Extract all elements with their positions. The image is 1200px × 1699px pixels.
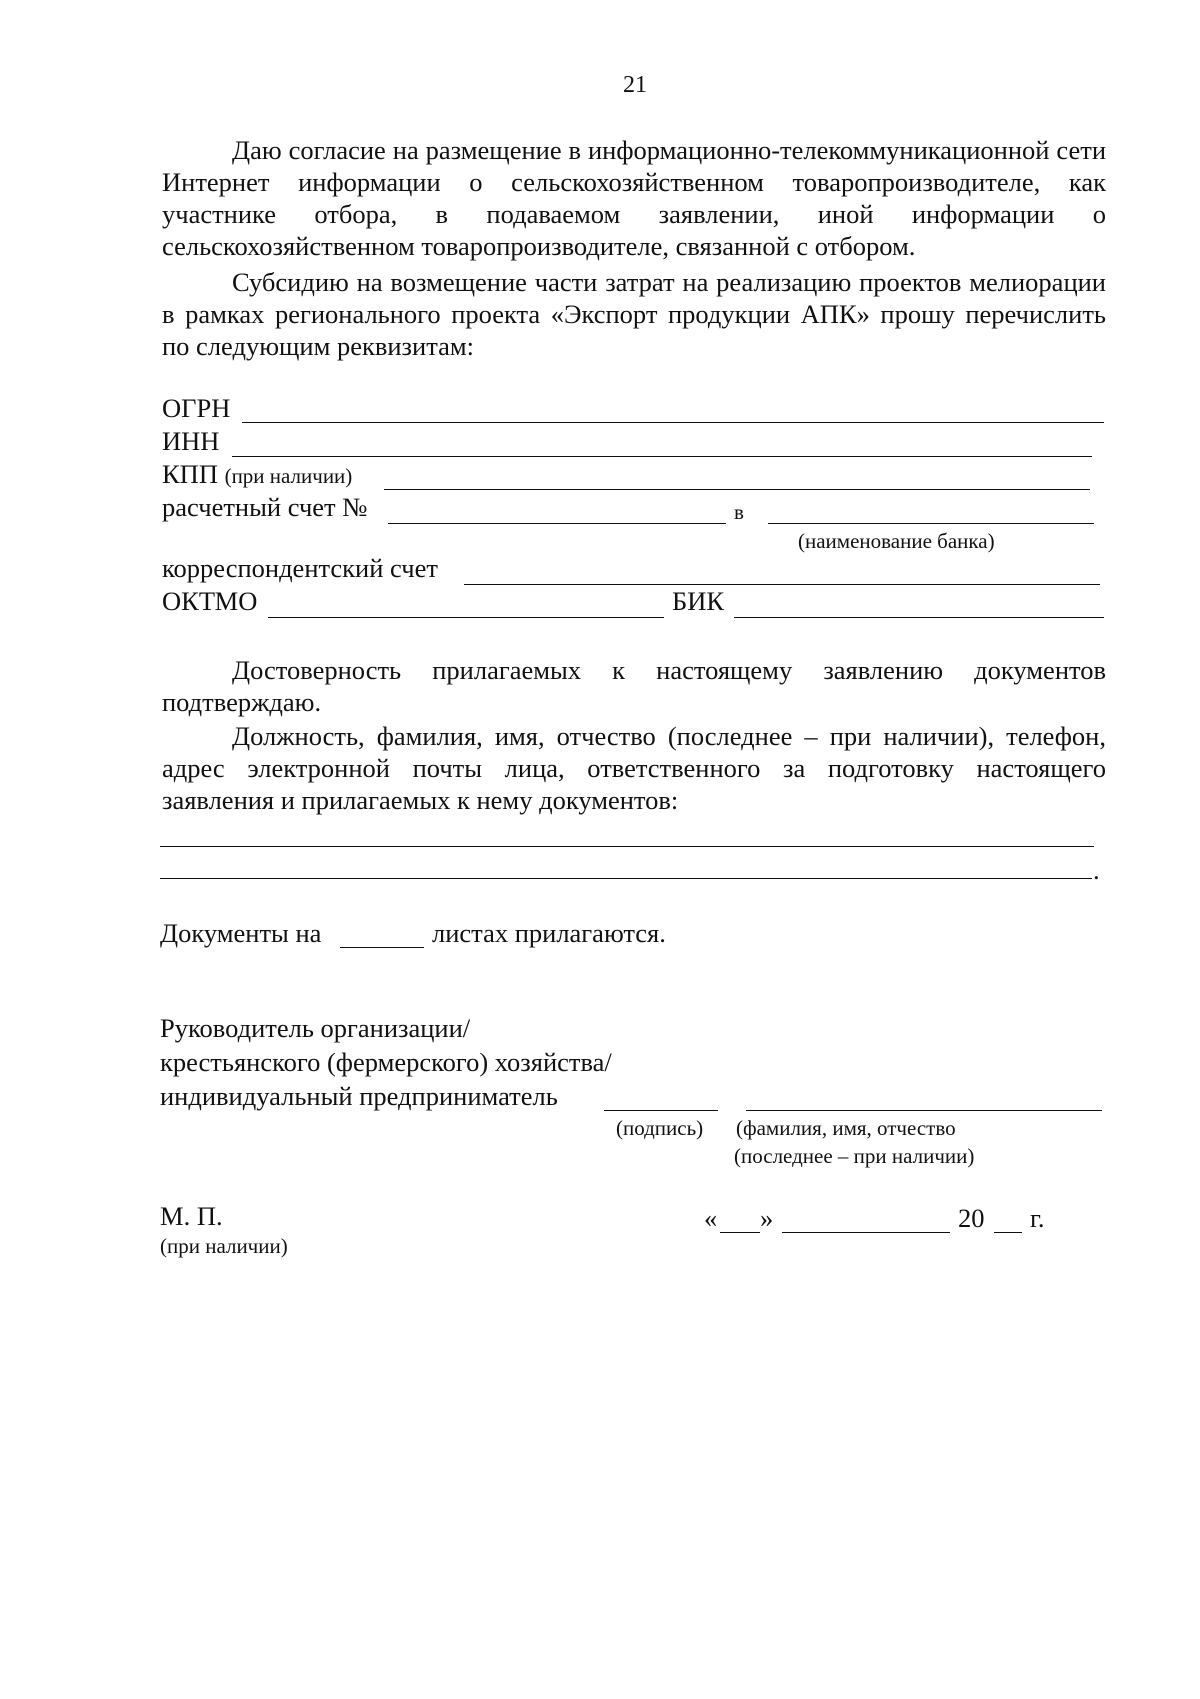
signature-field[interactable]	[604, 1110, 718, 1111]
date-open-quote: «	[704, 1203, 718, 1233]
corr-account-field[interactable]	[464, 584, 1100, 585]
oktmo-field[interactable]	[268, 617, 664, 618]
name-caption-line-1: (фамилия, имя, отчество	[736, 1116, 956, 1140]
consent-paragraph: Даю согласие на размещение в информационно-телекоммуникационной сети Интернет информации о сельскохозяйственном товаропроизводителе, как участнике отбора, в подаваемом заявлении, иной информации о сельскохозяйственном товаропроизводителе, связанной с отбором.	[162, 135, 1106, 261]
kpp-field[interactable]	[384, 489, 1090, 490]
inn-label: ИНН	[162, 426, 220, 456]
documents-suffix: листах прилагаются.	[432, 918, 666, 948]
account-field[interactable]	[388, 523, 726, 524]
reliability-paragraph: Достоверность прилагаемых к настоящему заявлению документов подтверждаю.	[162, 655, 1106, 717]
signer-role-line-2: крестьянского (фермерского) хозяйства/	[160, 1047, 612, 1077]
signer-role-line-1: Руководитель организации/	[160, 1013, 471, 1043]
oktmo-label: ОКТМО	[162, 586, 258, 616]
ogrn-label: ОГРН	[162, 393, 231, 423]
bank-name-caption: (наименование банка)	[798, 529, 995, 553]
corr-account-label: корреспондентский счет	[162, 553, 438, 583]
subsidy-paragraph: Субсидию на возмещение части затрат на реализацию проектов мелиорации в рамках регионального проекта «Экспорт продукции АПК» прошу перечислить по следующим реквизитам:	[162, 267, 1106, 361]
year-field[interactable]	[994, 1232, 1022, 1233]
sheets-count-field[interactable]	[340, 947, 424, 948]
kpp-note: (при наличии)	[224, 464, 353, 488]
year-prefix: 20	[958, 1203, 985, 1233]
stamp-label: М. П.	[160, 1201, 223, 1231]
contact-end-period: .	[1093, 855, 1100, 885]
bank-preposition: в	[734, 500, 744, 524]
bik-field[interactable]	[734, 617, 1104, 618]
date-close-quote: »	[760, 1203, 774, 1233]
signer-name-field[interactable]	[746, 1110, 1102, 1111]
contact-field-line-2[interactable]	[160, 878, 1092, 879]
inn-field[interactable]	[232, 456, 1092, 457]
ogrn-field[interactable]	[242, 422, 1104, 423]
signer-role-line-3: индивидуальный предприниматель	[160, 1081, 558, 1111]
kpp-label	[162, 458, 352, 492]
signature-caption: (подпись)	[616, 1116, 704, 1140]
page-number: 21	[623, 72, 647, 98]
day-field[interactable]	[720, 1232, 760, 1233]
name-caption-line-2: (последнее – при наличии)	[734, 1144, 975, 1168]
responsible-paragraph: Должность, фамилия, имя, отчество (последнее – при наличии), телефон, адрес электронной почты лица, ответственного за подготовку настоящего заявления и прилагаемых к нему документов:	[162, 721, 1106, 815]
year-suffix: г.	[1030, 1203, 1045, 1233]
bank-name-field[interactable]	[768, 523, 1094, 524]
month-field[interactable]	[782, 1232, 950, 1233]
kpp-label-text: КПП	[162, 459, 218, 489]
documents-prefix: Документы на	[160, 918, 322, 948]
contact-field-line-1[interactable]	[160, 846, 1094, 847]
stamp-note: (при наличии)	[160, 1234, 288, 1258]
account-label: расчетный счет №	[162, 492, 368, 522]
bik-label: БИК	[672, 586, 725, 616]
